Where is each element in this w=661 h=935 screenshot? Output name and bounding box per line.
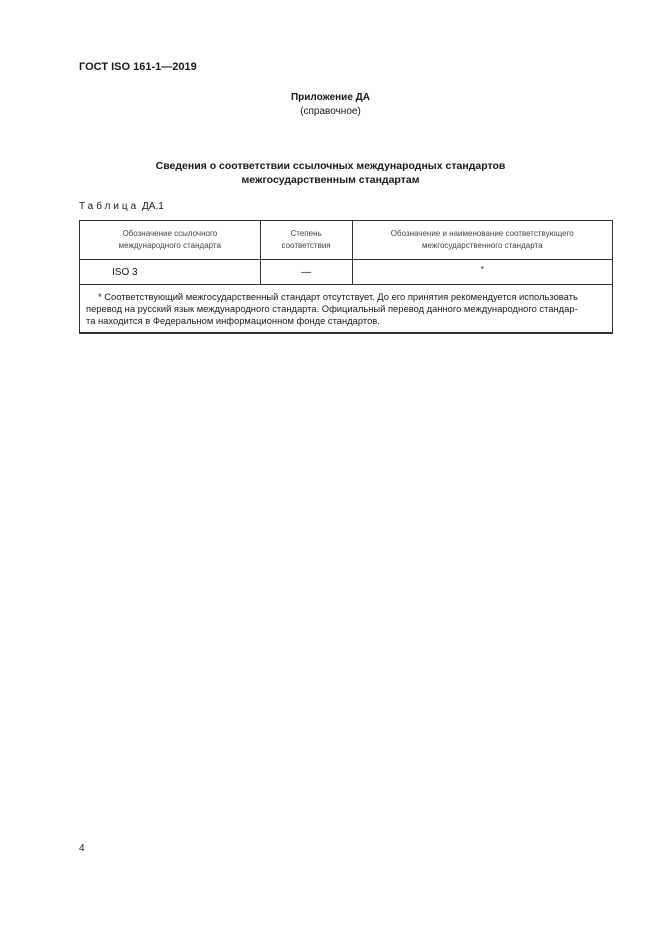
appendix-subtitle: (справочное) <box>300 106 361 117</box>
footnote-line1: * Соответствующий межгосударственный стандарт отсутствует. До его принятия рекомендуется использовать <box>98 291 578 302</box>
appendix-title: Приложение ДА <box>290 92 371 103</box>
standards-table <box>79 220 613 334</box>
header-cell-intl-standard: Обозначение ссылочного международного стандарта <box>80 221 261 260</box>
section-title-line2: межгосударственным стандартам <box>241 174 420 186</box>
cell-intl-standard: ISO 3 <box>80 260 261 285</box>
section-title <box>0 159 661 187</box>
table-footnote-row <box>80 285 613 334</box>
footnote-line2: перевод на русский язык международного стандарта. Официальный перевод данного международного стандар- <box>86 303 578 314</box>
footnote-line3: та находится в Федеральном информационном фонде стандартов. <box>86 315 380 326</box>
table-caption-id: ДА.1 <box>142 201 164 212</box>
section-title-line1: Сведения о соответствии ссылочных международных стандартов <box>155 160 506 172</box>
table-row <box>80 260 613 285</box>
table-header-row <box>80 221 613 260</box>
cell-interstate-standard: * <box>352 260 612 285</box>
document-code: ГОСТ ISO 161-1—2019 <box>79 61 197 73</box>
table-caption-word: Таблица <box>79 201 140 212</box>
header-cell-interstate-standard: Обозначение и наименование соответствующего межгосударственного стандарта <box>352 221 612 260</box>
table-footnote <box>80 285 613 334</box>
page-number: 4 <box>79 843 85 854</box>
appendix-heading <box>0 91 661 119</box>
table-caption <box>79 201 164 212</box>
header-cell-degree: Степень соответствия <box>260 221 352 260</box>
cell-degree: — <box>260 260 352 285</box>
